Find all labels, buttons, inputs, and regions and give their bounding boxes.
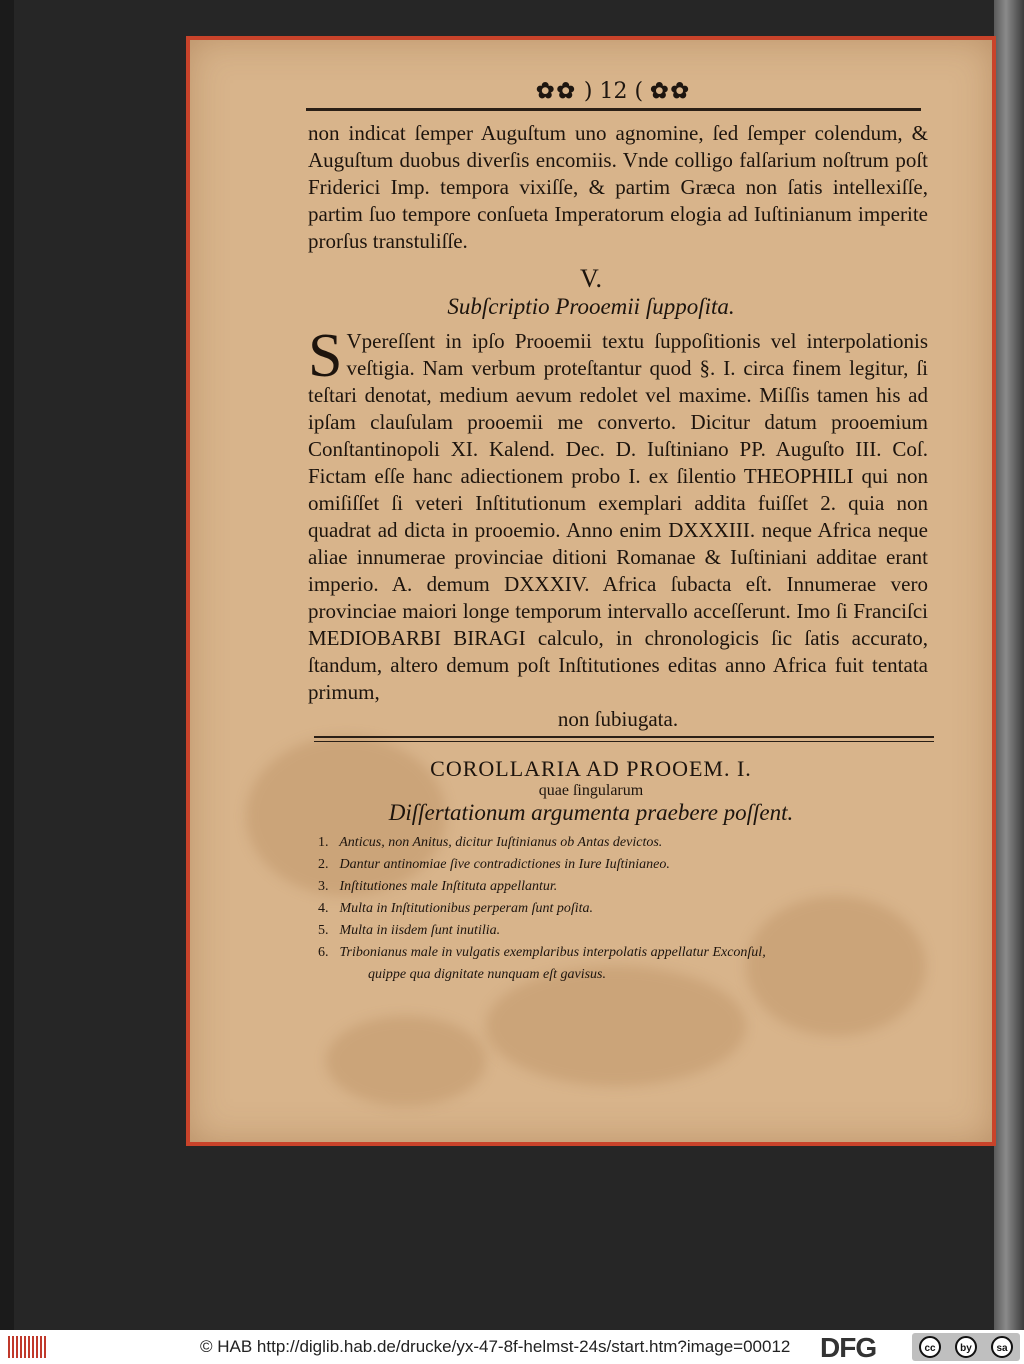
- section-number: V.: [580, 264, 602, 293]
- section-divider-thin: [314, 741, 934, 742]
- book-page: [186, 36, 996, 1146]
- barcode-logo-icon: [8, 1336, 48, 1358]
- cc-license-badge[interactable]: [912, 1333, 1020, 1361]
- cc-icon: cc: [919, 1336, 941, 1358]
- section-divider: [314, 736, 934, 738]
- paragraph-2-body: Vpereſſent in ipſo Prooemii textu ſuppoſitionis vel interpolationis veſtigia. Nam verbum proteſtantur quod §. I. circa finem legitur, ſi teſtari denotat, medium aevum redolet vel maxime. Miſſis tamen his ad ipſam clauſulam prooemii me converto. Dicitur datum prooemium Conſtantinopoli XI. Kalend. Dec. D. Iuſtiniano PP. Auguſto III. Coſ. Fictam eſſe hanc adiectionem probo I. ex ſilentio THEOPHILI qui non omiſiſſet ſi veteri Inſtitutionum exemplari addita fuiſſet 2. quia non quadrat ad dicta in prooemio. Anno enim DXXXIII. neque Africa neque aliae innumerae provinciae ditioni Romanae & Iuſtiniani additae erant imperio. A. demum DXXXIV. Africa ſubacta eſt. Innumerae vero provinciae maiori longe temporum intervallo acceſſerunt. Imo ſi Franciſci MEDIOBARBI BIRAGI calculo, in chronologicis ſic ſatis accurato, ſtandum, altero demum poſt Inſtitutiones editas anno Africa fuit tentata primum,: [308, 329, 928, 704]
- sa-icon: sa: [991, 1336, 1013, 1358]
- list-item: 2. Dantur antinomiae ſive contradictiones in Iure Iuſtinianeo.: [318, 857, 670, 872]
- source-link[interactable]: © HAB http://diglib.hab.de/drucke/yx-47-8f-helmst-24s/start.htm?image=00012: [200, 1337, 791, 1356]
- paragraph-1: non indicat ſemper Auguſtum uno agnomine, ſed ſemper colendum, & Auguſtum duobus diverſis encomiis. Vnde colligo falſarium noſtrum poſt Friderici Imp. tempora vixiſſe, & partim Græca non ſatis intellexiſſe, partim ſuo tempore conſueta Imperatorum elogia ad Iuſtinianum imperite prorſus transtuliſſe.: [308, 121, 928, 253]
- corollaria-title: COROLLARIA AD PROOEM. I.: [430, 756, 752, 781]
- by-icon: by: [955, 1336, 977, 1358]
- list-item: 4. Multa in Inſtitutionibus perperam ſunt poſita.: [318, 901, 594, 916]
- page-header: [306, 76, 921, 111]
- list-item: 1. Anticus, non Anitus, dicitur Iuſtinianus ob Antas devictos.: [318, 835, 663, 850]
- section-title: Subſcriptio Prooemii ſuppoſita.: [447, 294, 735, 319]
- paragraph-2-last-line: non ſubiugata.: [557, 707, 679, 731]
- scan-left-edge: [0, 0, 14, 1330]
- corollaria-subtitle: quae ſingularum: [538, 782, 644, 799]
- list-item: 3. Inſtitutiones male Inſtituta appellantur.: [318, 879, 558, 894]
- book-spine: [994, 0, 1024, 1330]
- list-item: 5. Multa in iisdem ſunt inutilia.: [318, 923, 501, 938]
- ornament-right-icon: ✿✿: [650, 78, 691, 104]
- paragraph-2: [308, 322, 928, 733]
- ornament-left-icon: ✿✿: [536, 78, 577, 104]
- corollaria-argument: Diſſertationum argumenta praebere poſſent.: [388, 800, 794, 825]
- footer-bar: [0, 1330, 1024, 1364]
- page-number: ) 12 (: [583, 79, 644, 104]
- dfg-logo: DFG: [820, 1332, 877, 1363]
- corollaria-list: [318, 832, 938, 986]
- drop-cap: S: [308, 322, 343, 390]
- list-item: 6. Tribonianus male in vulgatis exemplaribus interpolatis appellatur Exconſul, quippe qua dignitate nunquam eſt gavisus.: [318, 945, 766, 982]
